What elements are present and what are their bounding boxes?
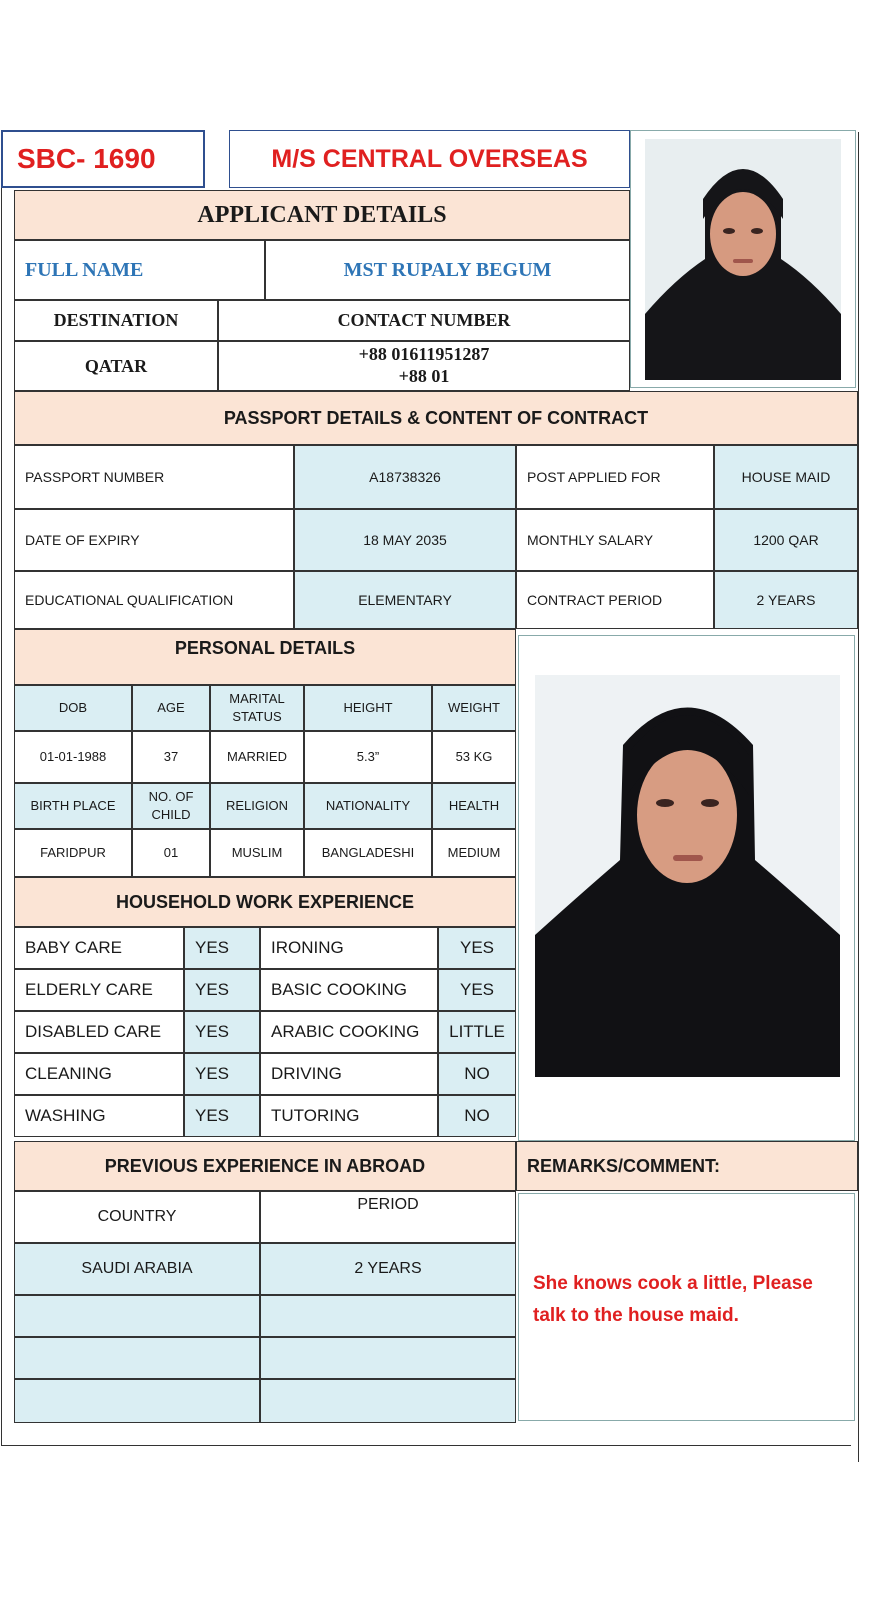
- skill-value: YES: [459, 938, 495, 957]
- skill-label: CLEANING: [25, 1064, 112, 1083]
- weight-value: 53 KG: [455, 749, 493, 765]
- weight-value-cell: [432, 731, 516, 783]
- abroad-empty-row: [14, 1337, 260, 1379]
- household-section-title: [14, 877, 516, 927]
- education-value: ELEMENTARY: [358, 592, 452, 608]
- salary-label: MONTHLY SALARY: [527, 532, 654, 548]
- skill-label-cell: [14, 1095, 184, 1137]
- skill-value-cell: [438, 1095, 516, 1137]
- abroad-empty-row: [260, 1337, 516, 1379]
- dob-value-cell: [14, 731, 132, 783]
- skill-value: YES: [195, 1064, 230, 1083]
- children-value-cell: [132, 829, 210, 877]
- contact-number-1: +88 01611951287: [358, 344, 490, 365]
- contract-label-cell: [516, 571, 714, 629]
- agency-box: [229, 130, 630, 188]
- skill-value-cell: [184, 1053, 260, 1095]
- agency-name: M/S CENTRAL OVERSEAS: [271, 144, 588, 173]
- skill-label: BABY CARE: [25, 938, 123, 957]
- country-label: COUNTRY: [97, 1208, 177, 1225]
- skill-value: YES: [195, 1022, 230, 1041]
- applicant-code: SBC- 1690: [17, 143, 156, 174]
- health-header-cell: [432, 783, 516, 829]
- remarks-box: [518, 1193, 855, 1421]
- height-value: 5.3”: [356, 749, 380, 765]
- abroad-country-cell: [14, 1243, 260, 1295]
- education-label-cell: [14, 571, 294, 629]
- marital-value: MARRIED: [227, 749, 287, 765]
- skill-value-cell: [438, 1053, 516, 1095]
- children-value: 01: [163, 845, 179, 861]
- height-header: HEIGHT: [343, 700, 393, 716]
- health-value-cell: [432, 829, 516, 877]
- passport-section-title-text: PASSPORT DETAILS & CONTENT OF CONTRACT: [223, 407, 649, 428]
- salary-label-cell: [516, 509, 714, 571]
- skill-value: YES: [195, 1106, 230, 1125]
- salary-value: 1200 QAR: [753, 532, 819, 548]
- age-header: AGE: [157, 700, 185, 716]
- height-value-cell: [304, 731, 432, 783]
- destination-value: QATAR: [84, 355, 148, 376]
- post-value-cell: [714, 445, 858, 509]
- contact-label-cell: [218, 300, 630, 341]
- salary-value-cell: [714, 509, 858, 571]
- weight-header: WEIGHT: [448, 700, 500, 716]
- household-section-title-text: HOUSEHOLD WORK EXPERIENCE: [115, 891, 415, 912]
- abroad-empty-row: [14, 1295, 260, 1337]
- right-frame-line: [858, 132, 859, 1462]
- nationality-value: BANGLADESHI: [321, 845, 415, 861]
- skill-value-cell: [438, 969, 516, 1011]
- destination-label: DESTINATION: [53, 310, 179, 330]
- children-header-cell: [132, 783, 210, 829]
- contract-period-label: CONTRACT PERIOD: [527, 592, 663, 608]
- skill-value: YES: [195, 980, 230, 999]
- birthplace-header: BIRTH PLACE: [30, 798, 116, 814]
- skill-value-cell: [184, 927, 260, 969]
- birthplace-header-cell: [14, 783, 132, 829]
- remarks-line-1: She knows cook a little, Please: [533, 1273, 813, 1294]
- country-label-cell: [14, 1191, 260, 1243]
- skill-label-cell: [260, 1011, 438, 1053]
- children-header: NO. OF CHILD: [148, 789, 194, 822]
- expiry-label-cell: [14, 509, 294, 571]
- applicant-photo-small: [645, 139, 841, 380]
- skill-value-cell: [184, 1011, 260, 1053]
- marital-header: MARITAL STATUS: [229, 691, 285, 724]
- remarks-title: REMARKS/COMMENT:: [527, 1155, 720, 1176]
- applicant-section-title-text: APPLICANT DETAILS: [197, 201, 447, 228]
- age-value-cell: [132, 731, 210, 783]
- contract-period-value: 2 YEARS: [756, 592, 816, 608]
- post-applied-value: HOUSE MAID: [741, 469, 831, 485]
- skill-label: WASHING: [25, 1106, 106, 1125]
- period-label: PERIOD: [357, 1196, 419, 1213]
- full-name-label-cell: [14, 240, 265, 300]
- personal-section-title: [14, 629, 516, 685]
- age-value: 37: [163, 749, 179, 765]
- passport-section-title: [14, 391, 858, 445]
- skill-label-cell: [14, 1053, 184, 1095]
- age-header-cell: [132, 685, 210, 731]
- expiry-label: DATE OF EXPIRY: [25, 532, 140, 548]
- birthplace-value: FARIDPUR: [40, 845, 106, 861]
- passport-value-cell: [294, 445, 516, 509]
- height-header-cell: [304, 685, 432, 731]
- marital-value-cell: [210, 731, 304, 783]
- religion-header-cell: [210, 783, 304, 829]
- abroad-empty-row: [260, 1379, 516, 1423]
- skill-value-cell: [438, 927, 516, 969]
- skill-value-cell: [438, 1011, 516, 1053]
- education-value-cell: [294, 571, 516, 629]
- full-name-value-cell: [265, 240, 630, 300]
- code-box: [1, 130, 205, 188]
- contact-value-cell: [218, 341, 630, 391]
- skill-label: DISABLED CARE: [25, 1022, 162, 1041]
- skill-label: ELDERLY CARE: [25, 980, 153, 999]
- personal-section-title-text: PERSONAL DETAILS: [174, 638, 356, 658]
- skill-label: DRIVING: [271, 1064, 342, 1083]
- abroad-period-cell: [260, 1243, 516, 1295]
- religion-value-cell: [210, 829, 304, 877]
- nationality-header-cell: [304, 783, 432, 829]
- religion-value: MUSLIM: [231, 845, 283, 861]
- skill-label: ARABIC COOKING: [271, 1022, 420, 1041]
- expiry-value-cell: [294, 509, 516, 571]
- skill-value: NO: [464, 1106, 490, 1125]
- remarks-line-2: talk to the house maid.: [533, 1305, 739, 1326]
- skill-label-cell: [260, 927, 438, 969]
- skill-value: LITTLE: [449, 1022, 505, 1041]
- skill-label: TUTORING: [271, 1106, 360, 1125]
- health-header: HEALTH: [448, 798, 500, 814]
- applicant-section-title: [14, 190, 630, 240]
- skill-value-cell: [184, 1095, 260, 1137]
- post-label-cell: [516, 445, 714, 509]
- contract-value-cell: [714, 571, 858, 629]
- skill-value: YES: [459, 980, 495, 999]
- skill-label-cell: [260, 969, 438, 1011]
- contact-number-2: +88 01: [398, 366, 450, 386]
- passport-number-label: PASSPORT NUMBER: [25, 469, 165, 485]
- post-applied-label: POST APPLIED FOR: [527, 469, 661, 485]
- skill-label-cell: [14, 1011, 184, 1053]
- abroad-country-value: SAUDI ARABIA: [81, 1260, 193, 1277]
- dob-value: 01-01-1988: [39, 749, 107, 765]
- destination-label-cell: [14, 300, 218, 341]
- birthplace-value-cell: [14, 829, 132, 877]
- full-name-value: MST RUPALY BEGUM: [343, 258, 552, 281]
- destination-value-cell: [14, 341, 218, 391]
- full-name-label: FULL NAME: [25, 258, 144, 281]
- nationality-header: NATIONALITY: [325, 798, 411, 814]
- skill-label-cell: [260, 1095, 438, 1137]
- skill-value: NO: [464, 1064, 490, 1083]
- dob-header-cell: [14, 685, 132, 731]
- skill-label: IRONING: [271, 938, 344, 957]
- passport-label-cell: [14, 445, 294, 509]
- education-label: EDUCATIONAL QUALIFICATION: [25, 592, 234, 608]
- skill-value-cell: [184, 969, 260, 1011]
- dob-header: DOB: [58, 700, 88, 716]
- passport-number-value: A18738326: [369, 469, 441, 485]
- abroad-section-title: [14, 1141, 516, 1191]
- skill-label-cell: [260, 1053, 438, 1095]
- religion-header: RELIGION: [225, 798, 289, 814]
- skill-label: BASIC COOKING: [271, 980, 408, 999]
- marital-header-cell: [210, 685, 304, 731]
- health-value: MEDIUM: [447, 845, 501, 861]
- contact-label: CONTACT NUMBER: [337, 310, 511, 330]
- skill-label-cell: [14, 927, 184, 969]
- skill-label-cell: [14, 969, 184, 1011]
- abroad-empty-row: [260, 1295, 516, 1337]
- remarks-title-cell: [516, 1141, 858, 1191]
- abroad-empty-row: [14, 1379, 260, 1423]
- abroad-section-title-text: PREVIOUS EXPERIENCE IN ABROAD: [104, 1155, 426, 1176]
- nationality-value-cell: [304, 829, 432, 877]
- period-label-cell: [260, 1191, 516, 1243]
- weight-header-cell: [432, 685, 516, 731]
- abroad-period-value: 2 YEARS: [354, 1260, 422, 1277]
- skill-value: YES: [195, 938, 230, 957]
- applicant-photo-large: [535, 675, 840, 1077]
- expiry-value: 18 MAY 2035: [363, 532, 447, 548]
